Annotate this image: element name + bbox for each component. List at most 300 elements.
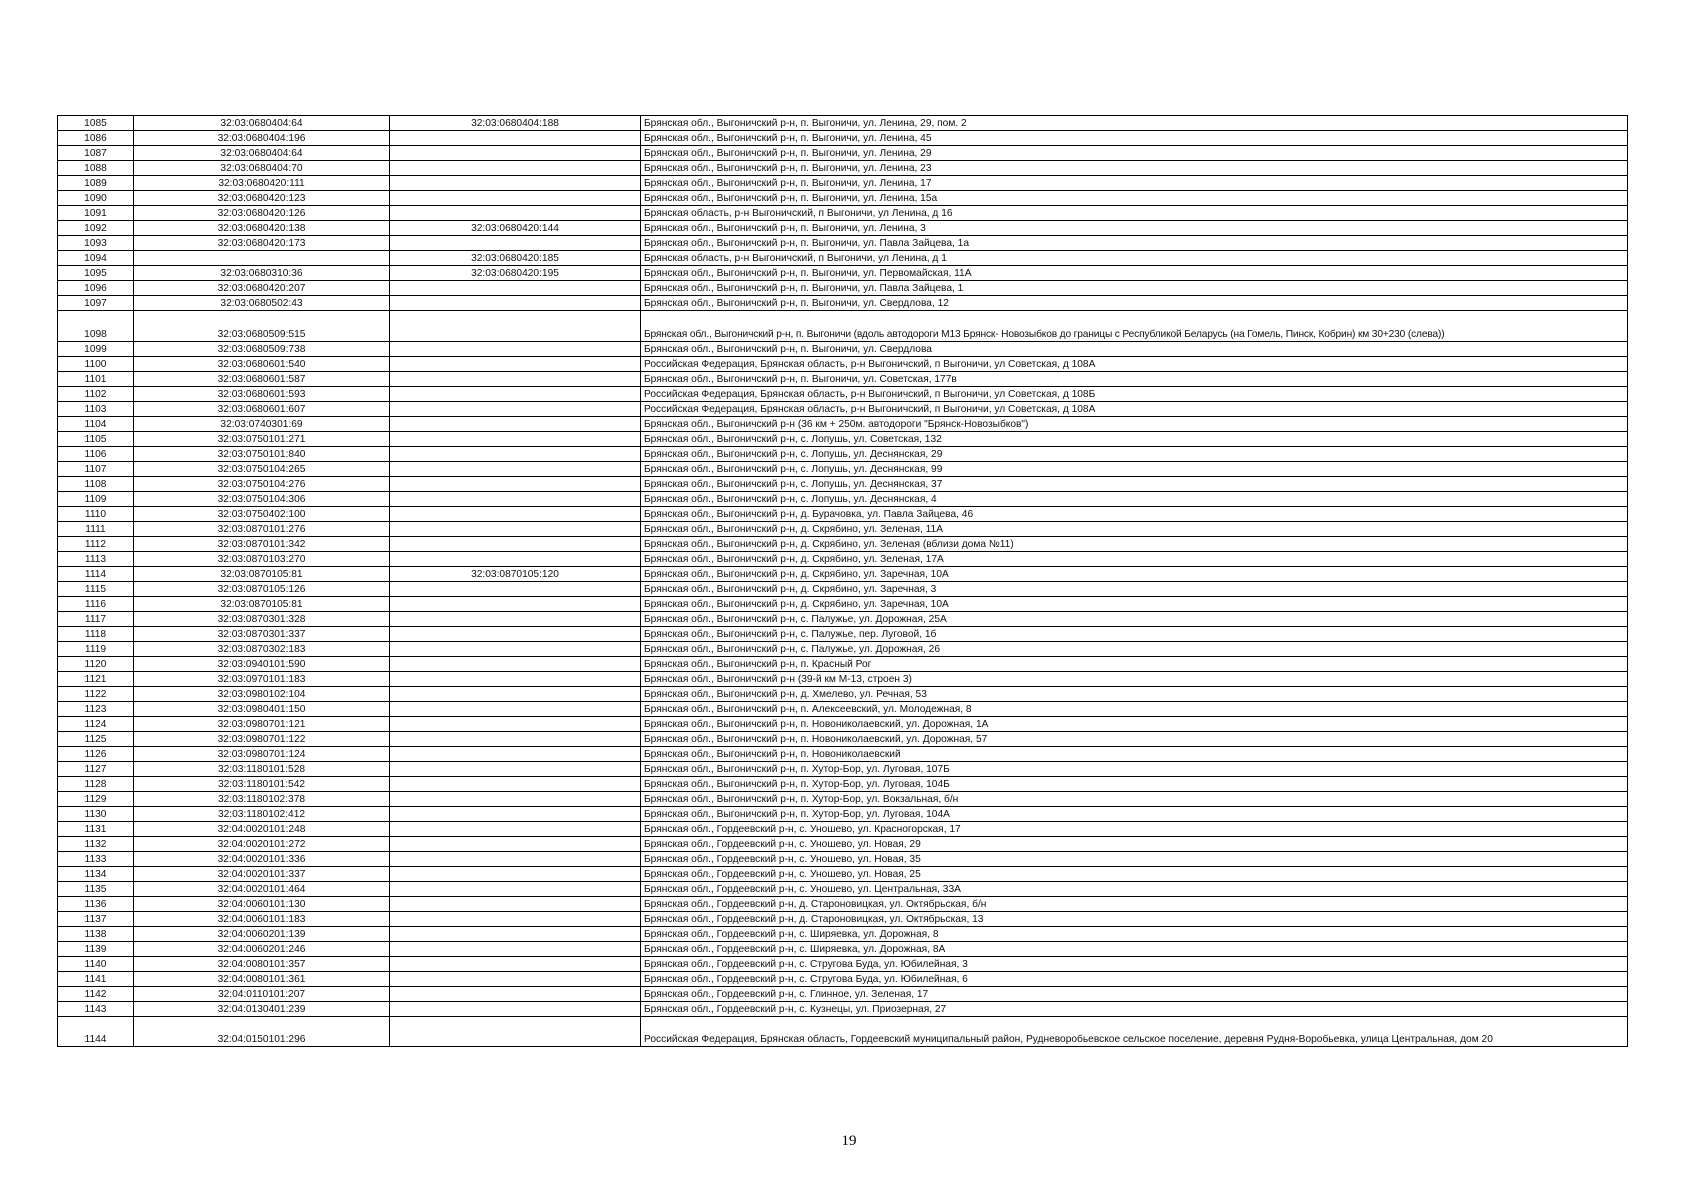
row-number: 1088: [58, 161, 134, 176]
related-cadastral-number-cell: [390, 492, 641, 507]
address-cell: Брянская обл., Выгоничский р-н, д. Скрябино, ул. Зеленая, 11А: [641, 522, 1628, 537]
table-row: [58, 942, 1628, 957]
address-cell: Брянская обл., Выгоничский р-н, д. Скрябино, ул. Зеленая (вблизи дома №11): [641, 537, 1628, 552]
table-row: [58, 927, 1628, 942]
cadastral-number-cell: 32:03:0980401:150: [134, 702, 390, 717]
cadastral-number-cell: [134, 251, 390, 266]
address-cell: Брянская обл., Выгоничский р-н, п. Выгоничи, ул. Ленина, 23: [641, 161, 1628, 176]
row-number: 1099: [58, 342, 134, 357]
cadastral-number-cell: 32:03:1180101:528: [134, 762, 390, 777]
address-cell: Брянская обл., Выгоничский р-н, п. Хутор-Бор, ул. Луговая, 104А: [641, 807, 1628, 822]
related-cadastral-number-cell: [390, 852, 641, 867]
address-cell: Брянская обл., Выгоничский р-н, п. Выгоничи, ул. Ленина, 45: [641, 131, 1628, 146]
address-cell: Брянская обл., Выгоничский р-н, п. Алексеевский, ул. Молодежная, 8: [641, 702, 1628, 717]
cadastral-number-cell: 32:03:0680509:515: [134, 311, 390, 342]
cadastral-number-cell: 32:03:0970101:183: [134, 672, 390, 687]
row-number: 1118: [58, 627, 134, 642]
related-cadastral-number-cell: [390, 762, 641, 777]
address-cell: Брянская обл., Выгоничский р-н, п. Новониколаевский, ул. Дорожная, 1А: [641, 717, 1628, 732]
table-row: [58, 251, 1628, 266]
cadastral-number-cell: 32:03:0940101:590: [134, 657, 390, 672]
row-number: 1102: [58, 387, 134, 402]
row-number: 1113: [58, 552, 134, 567]
address-cell: Брянская обл., Гордеевский р-н, с. Уношево, ул. Новая, 35: [641, 852, 1628, 867]
row-number: 1143: [58, 1002, 134, 1017]
table-row: [58, 492, 1628, 507]
row-number: 1131: [58, 822, 134, 837]
address-cell: Брянская обл., Выгоничский р-н, с. Лопушь, ул. Советская, 132: [641, 432, 1628, 447]
address-cell: Брянская обл., Выгоничский р-н, п. Выгоничи, ул. Свердлова: [641, 342, 1628, 357]
related-cadastral-number-cell: [390, 191, 641, 206]
table-row: [58, 792, 1628, 807]
row-number: 1114: [58, 567, 134, 582]
cadastral-number-cell: 32:03:0870105:81: [134, 567, 390, 582]
table-row: [58, 206, 1628, 221]
table-row: [58, 131, 1628, 146]
cadastral-number-cell: 32:03:0680420:111: [134, 176, 390, 191]
table-row: [58, 732, 1628, 747]
address-cell: Брянская обл., Выгоничский р-н, с. Лопушь, ул. Деснянская, 37: [641, 477, 1628, 492]
address-cell: Брянская обл., Выгоничский р-н, п. Хутор-Бор, ул. Луговая, 107Б: [641, 762, 1628, 777]
table-body: [58, 116, 1628, 1047]
address-cell: Брянская обл., Гордеевский р-н, с. Уношево, ул. Новая, 29: [641, 837, 1628, 852]
row-number: 1107: [58, 462, 134, 477]
cadastral-number-cell: 32:03:0680420:123: [134, 191, 390, 206]
table-row: [58, 897, 1628, 912]
table-row: [58, 311, 1628, 342]
related-cadastral-number-cell: [390, 897, 641, 912]
cadastral-number-cell: 32:03:0680601:593: [134, 387, 390, 402]
related-cadastral-number-cell: [390, 747, 641, 762]
cadastral-number-cell: 32:03:0870301:337: [134, 627, 390, 642]
related-cadastral-number-cell: [390, 357, 641, 372]
cadastral-number-cell: 32:03:0680404:70: [134, 161, 390, 176]
related-cadastral-number-cell: [390, 807, 641, 822]
table-row: [58, 296, 1628, 311]
row-number: 1104: [58, 417, 134, 432]
row-number: 1090: [58, 191, 134, 206]
cadastral-number-cell: 32:03:0740301:69: [134, 417, 390, 432]
related-cadastral-number-cell: [390, 311, 641, 342]
table-row: [58, 882, 1628, 897]
cadastral-number-cell: 32:03:0870105:81: [134, 597, 390, 612]
related-cadastral-number-cell: [390, 882, 641, 897]
row-number: 1133: [58, 852, 134, 867]
cadastral-number-cell: 32:03:0870302:183: [134, 642, 390, 657]
table-row: [58, 146, 1628, 161]
table-row: [58, 762, 1628, 777]
table-row: [58, 702, 1628, 717]
row-number: 1124: [58, 717, 134, 732]
row-number: 1085: [58, 116, 134, 131]
related-cadastral-number-cell: [390, 372, 641, 387]
table-row: [58, 777, 1628, 792]
address-cell: Брянская обл., Выгоничский р-н, п. Красный Рог: [641, 657, 1628, 672]
address-cell: Брянская обл., Выгоничский р-н, п. Хутор-Бор, ул. Вокзальная, б/н: [641, 792, 1628, 807]
table-row: [58, 912, 1628, 927]
row-number: 1103: [58, 402, 134, 417]
table-row: [58, 221, 1628, 236]
cadastral-number-cell: 32:03:0680404:196: [134, 131, 390, 146]
row-number: 1122: [58, 687, 134, 702]
table-row: [58, 597, 1628, 612]
address-cell: Брянская обл., Гордеевский р-н, с. Ширяевка, ул. Дорожная, 8А: [641, 942, 1628, 957]
row-number: 1086: [58, 131, 134, 146]
related-cadastral-number-cell: 32:03:0680420:185: [390, 251, 641, 266]
related-cadastral-number-cell: 32:03:0680420:144: [390, 221, 641, 236]
related-cadastral-number-cell: [390, 687, 641, 702]
row-number: 1095: [58, 266, 134, 281]
address-cell: Брянская обл., Выгоничский р-н, п. Выгоничи (вдоль автодороги М13 Брянск- Новозыбков до границы с Республикой Беларусь (на Гомель, Пинск, Кобрин) км 30+230 (слева)): [641, 311, 1628, 342]
table-row: [58, 747, 1628, 762]
table-row: [58, 357, 1628, 372]
cadastral-number-cell: 32:04:0130401:239: [134, 1002, 390, 1017]
address-cell: Брянская область, р-н Выгоничский, п Выгоничи, ул Ленина, д 16: [641, 206, 1628, 221]
row-number: 1117: [58, 612, 134, 627]
cadastral-number-cell: 32:03:0870101:276: [134, 522, 390, 537]
table-row: [58, 1002, 1628, 1017]
related-cadastral-number-cell: 32:03:0680420:195: [390, 266, 641, 281]
cadastral-number-cell: 32:04:0080101:361: [134, 972, 390, 987]
related-cadastral-number-cell: [390, 777, 641, 792]
row-number: 1087: [58, 146, 134, 161]
table-row: [58, 432, 1628, 447]
cadastral-number-cell: 32:03:0980102:104: [134, 687, 390, 702]
related-cadastral-number-cell: [390, 522, 641, 537]
table-row: [58, 717, 1628, 732]
address-cell: Брянская обл., Выгоничский р-н, п. Выгоничи, ул. Ленина, 15а: [641, 191, 1628, 206]
table-row: [58, 852, 1628, 867]
related-cadastral-number-cell: [390, 702, 641, 717]
table-row: [58, 417, 1628, 432]
cadastral-number-cell: 32:03:0870301:328: [134, 612, 390, 627]
row-number: 1134: [58, 867, 134, 882]
row-number: 1096: [58, 281, 134, 296]
address-cell: Брянская обл., Гордеевский р-н, с. Уношево, ул. Центральная, 33А: [641, 882, 1628, 897]
address-cell: Российская Федерация, Брянская область, р-н Выгоничский, п Выгоничи, ул Советская, д 108Б: [641, 387, 1628, 402]
related-cadastral-number-cell: [390, 432, 641, 447]
row-number: 1141: [58, 972, 134, 987]
cadastral-number-cell: 32:03:0680310:36: [134, 266, 390, 281]
related-cadastral-number-cell: 32:03:0680404:188: [390, 116, 641, 131]
related-cadastral-number-cell: [390, 942, 641, 957]
address-cell: Брянская обл., Выгоничский р-н, с. Лопушь, ул. Деснянская, 99: [641, 462, 1628, 477]
related-cadastral-number-cell: [390, 537, 641, 552]
related-cadastral-number-cell: [390, 717, 641, 732]
related-cadastral-number-cell: [390, 987, 641, 1002]
address-cell: Брянская обл., Гордеевский р-н, с. Стругова Буда, ул. Юбилейная, 6: [641, 972, 1628, 987]
row-number: 1140: [58, 957, 134, 972]
address-cell: Российская Федерация, Брянская область, Гордеевский муниципальный район, Рудневоробьевское сельское поселение, деревня Рудня-Воробьевка, улица Центральная, дом 20: [641, 1017, 1628, 1047]
cadastral-number-cell: 32:03:0680420:138: [134, 221, 390, 236]
row-number: 1105: [58, 432, 134, 447]
address-cell: Брянская обл., Выгоничский р-н, п. Выгоничи, ул. Павла Зайцева, 1а: [641, 236, 1628, 251]
related-cadastral-number-cell: [390, 612, 641, 627]
related-cadastral-number-cell: 32:03:0870105:120: [390, 567, 641, 582]
related-cadastral-number-cell: [390, 627, 641, 642]
table-row: [58, 477, 1628, 492]
address-cell: Брянская обл., Выгоничский р-н, д. Скрябино, ул. Зеленая, 17А: [641, 552, 1628, 567]
cadastral-number-cell: 32:04:0060201:139: [134, 927, 390, 942]
address-cell: Брянская обл., Гордеевский р-н, с. Уношево, ул. Новая, 25: [641, 867, 1628, 882]
table-row: [58, 822, 1628, 837]
table-row: [58, 987, 1628, 1002]
row-number: 1138: [58, 927, 134, 942]
cadastral-number-cell: 32:03:0680502:43: [134, 296, 390, 311]
address-cell: Брянская обл., Выгоничский р-н, п. Выгоничи, ул. Ленина, 29, пом. 2: [641, 116, 1628, 131]
table-row: [58, 687, 1628, 702]
row-number: 1136: [58, 897, 134, 912]
cadastral-number-cell: 32:04:0020101:248: [134, 822, 390, 837]
table-row: [58, 447, 1628, 462]
address-cell: Брянская обл., Выгоничский р-н, д. Скрябино, ул. Заречная, 10А: [641, 597, 1628, 612]
table-row: [58, 642, 1628, 657]
cadastral-number-cell: 32:03:0680601:587: [134, 372, 390, 387]
table-row: [58, 807, 1628, 822]
address-cell: Брянская обл., Гордеевский р-н, с. Уношево, ул. Красногорская, 17: [641, 822, 1628, 837]
cadastral-number-cell: 32:03:0680601:540: [134, 357, 390, 372]
related-cadastral-number-cell: [390, 176, 641, 191]
related-cadastral-number-cell: [390, 342, 641, 357]
address-cell: Брянская обл., Выгоничский р-н, с. Палужье, пер. Луговой, 1б: [641, 627, 1628, 642]
cadastral-number-cell: 32:04:0060201:246: [134, 942, 390, 957]
related-cadastral-number-cell: [390, 732, 641, 747]
address-cell: Брянская обл., Гордеевский р-н, с. Кузнецы, ул. Приозерная, 27: [641, 1002, 1628, 1017]
row-number: 1110: [58, 507, 134, 522]
related-cadastral-number-cell: [390, 867, 641, 882]
row-number: 1109: [58, 492, 134, 507]
related-cadastral-number-cell: [390, 792, 641, 807]
address-cell: Брянская обл., Выгоничский р-н, с. Лопушь, ул. Деснянская, 29: [641, 447, 1628, 462]
row-number: 1128: [58, 777, 134, 792]
related-cadastral-number-cell: [390, 507, 641, 522]
related-cadastral-number-cell: [390, 672, 641, 687]
address-cell: Брянская обл., Выгоничский р-н, с. Палужье, ул. Дорожная, 25А: [641, 612, 1628, 627]
row-number: 1119: [58, 642, 134, 657]
table-row: [58, 837, 1628, 852]
cadastral-number-cell: 32:03:0980701:121: [134, 717, 390, 732]
address-cell: Брянская обл., Выгоничский р-н, д. Скрябино, ул. Заречная, 3: [641, 582, 1628, 597]
cadastral-number-cell: 32:03:0750104:276: [134, 477, 390, 492]
address-cell: Брянская область, р-н Выгоничский, п Выгоничи, ул Ленина, д 1: [641, 251, 1628, 266]
cadastral-number-cell: 32:03:0870105:126: [134, 582, 390, 597]
cadastral-number-cell: 32:03:0680404:64: [134, 116, 390, 131]
row-number: 1094: [58, 251, 134, 266]
table-row: [58, 552, 1628, 567]
cadastral-number-cell: 32:04:0150101:296: [134, 1017, 390, 1047]
table-row: [58, 116, 1628, 131]
address-cell: Брянская обл., Гордеевский р-н, с. Глинное, ул. Зеленая, 17: [641, 987, 1628, 1002]
address-cell: Брянская обл., Выгоничский р-н, д. Бурачовка, ул. Павла Зайцева, 46: [641, 507, 1628, 522]
row-number: 1144: [58, 1017, 134, 1047]
related-cadastral-number-cell: [390, 387, 641, 402]
address-cell: Брянская обл., Гордеевский р-н, д. Староновицкая, ул. Октябрьская, б/н: [641, 897, 1628, 912]
cadastral-number-cell: 32:03:0980701:122: [134, 732, 390, 747]
cadastral-table: [57, 115, 1628, 1047]
page-number: 19: [841, 1133, 857, 1149]
related-cadastral-number-cell: [390, 462, 641, 477]
related-cadastral-number-cell: [390, 657, 641, 672]
related-cadastral-number-cell: [390, 552, 641, 567]
land-registry-table: [57, 115, 1627, 1047]
row-number: 1130: [58, 807, 134, 822]
row-number: 1106: [58, 447, 134, 462]
row-number: 1115: [58, 582, 134, 597]
cadastral-number-cell: 32:03:0870101:342: [134, 537, 390, 552]
row-number: 1135: [58, 882, 134, 897]
row-number: 1112: [58, 537, 134, 552]
row-number: 1129: [58, 792, 134, 807]
related-cadastral-number-cell: [390, 1002, 641, 1017]
cadastral-number-cell: 32:03:0680404:64: [134, 146, 390, 161]
related-cadastral-number-cell: [390, 582, 641, 597]
cadastral-number-cell: 32:03:0680601:607: [134, 402, 390, 417]
cadastral-number-cell: 32:03:0750101:271: [134, 432, 390, 447]
address-cell: Брянская обл., Выгоничский р-н, п. Выгоничи, ул. Ленина, 17: [641, 176, 1628, 191]
cadastral-number-cell: 32:03:0750104:265: [134, 462, 390, 477]
cadastral-number-cell: 32:03:1180102:378: [134, 792, 390, 807]
row-number: 1120: [58, 657, 134, 672]
table-row: [58, 266, 1628, 281]
table-row: [58, 537, 1628, 552]
table-row: [58, 582, 1628, 597]
related-cadastral-number-cell: [390, 402, 641, 417]
related-cadastral-number-cell: [390, 972, 641, 987]
cadastral-number-cell: 32:03:0750101:840: [134, 447, 390, 462]
address-cell: Брянская обл., Гордеевский р-н, с. Ширяевка, ул. Дорожная, 8: [641, 927, 1628, 942]
related-cadastral-number-cell: [390, 161, 641, 176]
address-cell: Брянская обл., Выгоничский р-н, д. Хмелево, ул. Речная, 53: [641, 687, 1628, 702]
table-row: [58, 1017, 1628, 1047]
address-cell: Брянская обл., Выгоничский р-н, п. Новониколаевский: [641, 747, 1628, 762]
row-number: 1132: [58, 837, 134, 852]
row-number: 1127: [58, 762, 134, 777]
row-number: 1098: [58, 311, 134, 342]
cadastral-number-cell: 32:03:0680509:738: [134, 342, 390, 357]
cadastral-number-cell: 32:03:0870103:270: [134, 552, 390, 567]
table-row: [58, 507, 1628, 522]
related-cadastral-number-cell: [390, 1017, 641, 1047]
related-cadastral-number-cell: [390, 477, 641, 492]
row-number: 1142: [58, 987, 134, 1002]
address-cell: Брянская обл., Выгоничский р-н, п. Хутор-Бор, ул. Луговая, 104Б: [641, 777, 1628, 792]
related-cadastral-number-cell: [390, 296, 641, 311]
address-cell: Брянская обл., Выгоничский р-н, п. Выгоничи, ул. Ленина, 3: [641, 221, 1628, 236]
table-row: [58, 342, 1628, 357]
related-cadastral-number-cell: [390, 281, 641, 296]
address-cell: Брянская обл., Гордеевский р-н, д. Староновицкая, ул. Октябрьская, 13: [641, 912, 1628, 927]
related-cadastral-number-cell: [390, 957, 641, 972]
table-row: [58, 672, 1628, 687]
row-number: 1123: [58, 702, 134, 717]
address-cell: Брянская обл., Выгоничский р-н (36 км + 250м. автодороги "Брянск-Новозыбков"): [641, 417, 1628, 432]
table-row: [58, 627, 1628, 642]
cadastral-number-cell: 32:04:0060101:130: [134, 897, 390, 912]
table-row: [58, 387, 1628, 402]
table-row: [58, 867, 1628, 882]
row-number: 1093: [58, 236, 134, 251]
table-row: [58, 957, 1628, 972]
cadastral-number-cell: 32:03:1180102:412: [134, 807, 390, 822]
cadastral-number-cell: 32:04:0110101:207: [134, 987, 390, 1002]
related-cadastral-number-cell: [390, 927, 641, 942]
address-cell: Брянская обл., Выгоничский р-н, п. Выгоничи, ул. Советская, 177в: [641, 372, 1628, 387]
cadastral-number-cell: 32:04:0020101:464: [134, 882, 390, 897]
address-cell: Брянская обл., Выгоничский р-н, с. Лопушь, ул. Деснянская, 4: [641, 492, 1628, 507]
related-cadastral-number-cell: [390, 837, 641, 852]
cadastral-number-cell: 32:03:0750104:306: [134, 492, 390, 507]
row-number: 1116: [58, 597, 134, 612]
cadastral-number-cell: 32:03:0980701:124: [134, 747, 390, 762]
row-number: 1126: [58, 747, 134, 762]
address-cell: Российская Федерация, Брянская область, р-н Выгоничский, п Выгоничи, ул Советская, д 108А: [641, 357, 1628, 372]
related-cadastral-number-cell: [390, 131, 641, 146]
table-row: [58, 176, 1628, 191]
table-row: [58, 402, 1628, 417]
table-row: [58, 657, 1628, 672]
cadastral-number-cell: 32:03:0680420:207: [134, 281, 390, 296]
row-number: 1121: [58, 672, 134, 687]
row-number: 1108: [58, 477, 134, 492]
row-number: 1091: [58, 206, 134, 221]
table-row: [58, 191, 1628, 206]
address-cell: Брянская обл., Выгоничский р-н, п. Новониколаевский, ул. Дорожная, 57: [641, 732, 1628, 747]
table-row: [58, 462, 1628, 477]
cadastral-number-cell: 32:04:0020101:272: [134, 837, 390, 852]
address-cell: Брянская обл., Выгоничский р-н, с. Палужье, ул. Дорожная, 26: [641, 642, 1628, 657]
row-number: 1097: [58, 296, 134, 311]
row-number: 1100: [58, 357, 134, 372]
cadastral-number-cell: 32:03:1180101:542: [134, 777, 390, 792]
row-number: 1092: [58, 221, 134, 236]
related-cadastral-number-cell: [390, 642, 641, 657]
related-cadastral-number-cell: [390, 912, 641, 927]
table-row: [58, 567, 1628, 582]
related-cadastral-number-cell: [390, 206, 641, 221]
address-cell: Брянская обл., Выгоничский р-н, п. Выгоничи, ул. Ленина, 29: [641, 146, 1628, 161]
cadastral-number-cell: 32:04:0060101:183: [134, 912, 390, 927]
table-row: [58, 612, 1628, 627]
address-cell: Брянская обл., Выгоничский р-н (39-й км М-13, строен 3): [641, 672, 1628, 687]
related-cadastral-number-cell: [390, 597, 641, 612]
related-cadastral-number-cell: [390, 146, 641, 161]
table-row: [58, 972, 1628, 987]
row-number: 1101: [58, 372, 134, 387]
address-cell: Брянская обл., Выгоничский р-н, п. Выгоничи, ул. Первомайская, 11А: [641, 266, 1628, 281]
table-row: [58, 236, 1628, 251]
row-number: 1137: [58, 912, 134, 927]
table-row: [58, 372, 1628, 387]
related-cadastral-number-cell: [390, 236, 641, 251]
address-cell: Российская Федерация, Брянская область, р-н Выгоничский, п Выгоничи, ул Советская, д 108А: [641, 402, 1628, 417]
row-number: 1139: [58, 942, 134, 957]
cadastral-number-cell: 32:04:0020101:336: [134, 852, 390, 867]
address-cell: Брянская обл., Выгоничский р-н, п. Выгоничи, ул. Свердлова, 12: [641, 296, 1628, 311]
table-row: [58, 281, 1628, 296]
address-cell: Брянская обл., Выгоничский р-н, п. Выгоничи, ул. Павла Зайцева, 1: [641, 281, 1628, 296]
related-cadastral-number-cell: [390, 447, 641, 462]
row-number: 1089: [58, 176, 134, 191]
table-row: [58, 522, 1628, 537]
address-cell: Брянская обл., Выгоничский р-н, д. Скрябино, ул. Заречная, 10А: [641, 567, 1628, 582]
related-cadastral-number-cell: [390, 417, 641, 432]
table-row: [58, 161, 1628, 176]
row-number: 1125: [58, 732, 134, 747]
cadastral-number-cell: 32:03:0750402:100: [134, 507, 390, 522]
address-cell: Брянская обл., Гордеевский р-н, с. Стругова Буда, ул. Юбилейная, 3: [641, 957, 1628, 972]
cadastral-number-cell: 32:03:0680420:126: [134, 206, 390, 221]
cadastral-number-cell: 32:03:0680420:173: [134, 236, 390, 251]
